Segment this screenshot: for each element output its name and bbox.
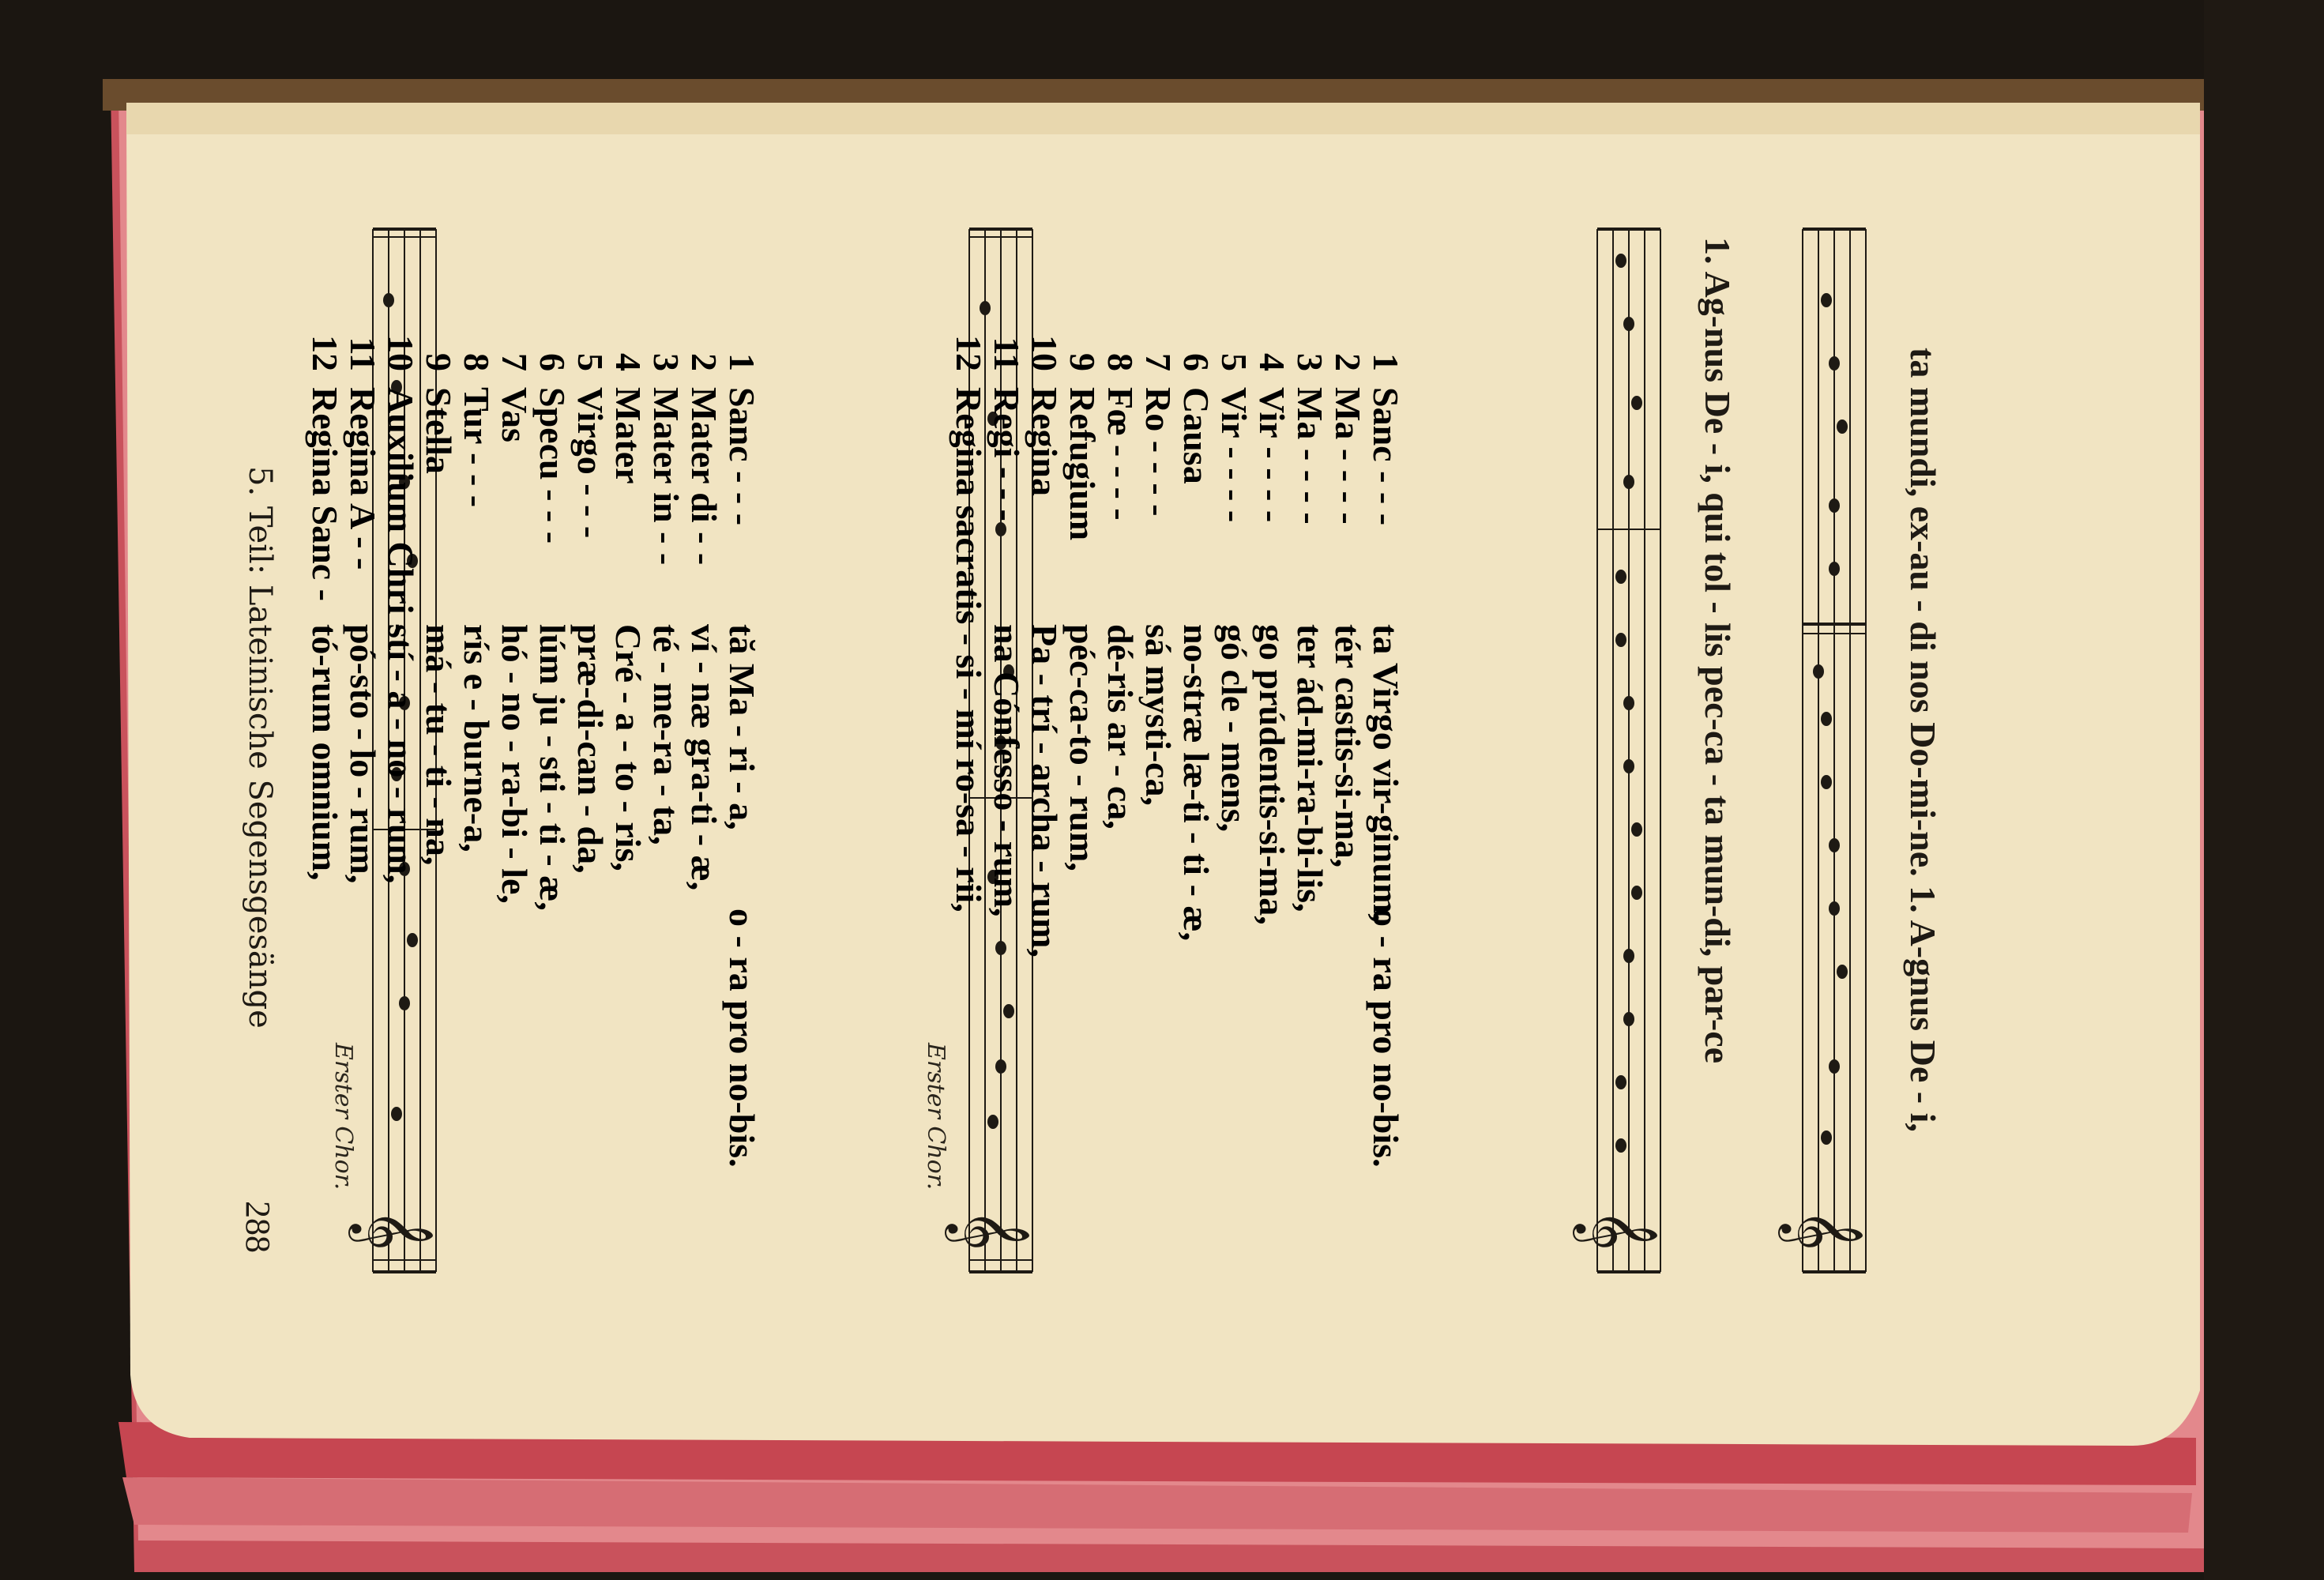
verse-row: 5 Vir - - - - gó cle - mens, — [1214, 353, 1254, 833]
verse-row: 2 Ma - - - - tér castis-si-ma, — [1328, 353, 1368, 868]
verse-row: 2 Mater di - - ví - næ gra-ti - æ, — [684, 353, 724, 891]
verse-row: 10 Auxilium Chri - stí - a - no - rum, — [381, 335, 421, 884]
agnus-staff-1 — [1576, 229, 1668, 1272]
verse-row: 12 Regina sacratis - si - mí ro-sa - rii, — [949, 335, 989, 912]
section2-verses — [946, 213, 1404, 1477]
svg-text:𝄞: 𝄞 — [352, 1209, 434, 1251]
verse-row: 4 Mater Cré - a - to - ris, — [608, 353, 649, 871]
verse-row: 11 Regi - - - na Cónfesso - rum, — [987, 337, 1027, 917]
verse-row: 1 Sanc - - - ta Virgo vir-ginum, o - ra pro no-bis. — [1366, 353, 1406, 1168]
verse-row: 7 Vas hó - no - ra-bi - le, — [495, 353, 535, 904]
verse-row: 9 Refugium péc-ca-to - rum, — [1062, 353, 1103, 871]
agnus-staff-2 — [1781, 229, 1874, 1272]
verse-row: 3 Ma - - - - ter ád-mi-ra-bi-lis, — [1290, 353, 1330, 912]
verse-row: 6 Specu - - - lúm ju - sti - ti - æ, — [532, 353, 573, 911]
agnus-lyric-1: 1. Ag-nus De - i, qui tol - lis pec-ca - ta mun-di, par-ce — [1698, 237, 1738, 1064]
verse-row: 8 Fœ - - - - dé-ris ar - ca, — [1100, 353, 1141, 830]
verse-row: 6 Causa no-stræ læ-ti - ti - æ, — [1176, 353, 1217, 942]
verse-row: 3 Mater in - - té - me-ra - ta, — [646, 353, 686, 845]
running-title: 5. Teil: Lateinische Segensgesänge — [242, 466, 278, 1029]
verse-row: 8 Tur - - - rís e - burne-a, — [457, 353, 497, 852]
svg-text:𝄞: 𝄞 — [1781, 1209, 1864, 1251]
section1-heading: Erster Chor. — [329, 1043, 357, 1191]
verse-row: 12 Regina Sanc - tó-rum omnium, — [305, 335, 345, 881]
verse-row: 11 Regina A - - pó-sto - lo - rum, — [343, 337, 383, 884]
section1-verses — [302, 213, 760, 1477]
verse-row: 4 Vir - - - - go prúdentis-si-ma, — [1252, 353, 1292, 925]
verse-row: 5 Virgo - - - præ-di-can - da, — [570, 353, 611, 874]
verse-row: 1 Sanc - - - tă Ma - ri - a, o - ra pro no-bis. — [722, 353, 762, 1168]
verse-row: 10 Regina Pa - trí - archa - rum, — [1025, 335, 1065, 957]
verse-row: 7 Ro - - - - sá mysti-ca, — [1138, 353, 1179, 806]
verse-row: 9 Stella má - tu - ti - na, — [419, 353, 459, 866]
svg-text:𝄞: 𝄞 — [1576, 1209, 1659, 1251]
section2-heading: Erster Chor. — [922, 1043, 950, 1191]
svg-text:𝄞: 𝄞 — [948, 1209, 1031, 1251]
agnus-lyric-2: ta mundi, ex-au - di nos Do-mi-ne. 1. A-gnus De - i, — [1903, 348, 1943, 1132]
page-number: 288 — [239, 1201, 277, 1253]
